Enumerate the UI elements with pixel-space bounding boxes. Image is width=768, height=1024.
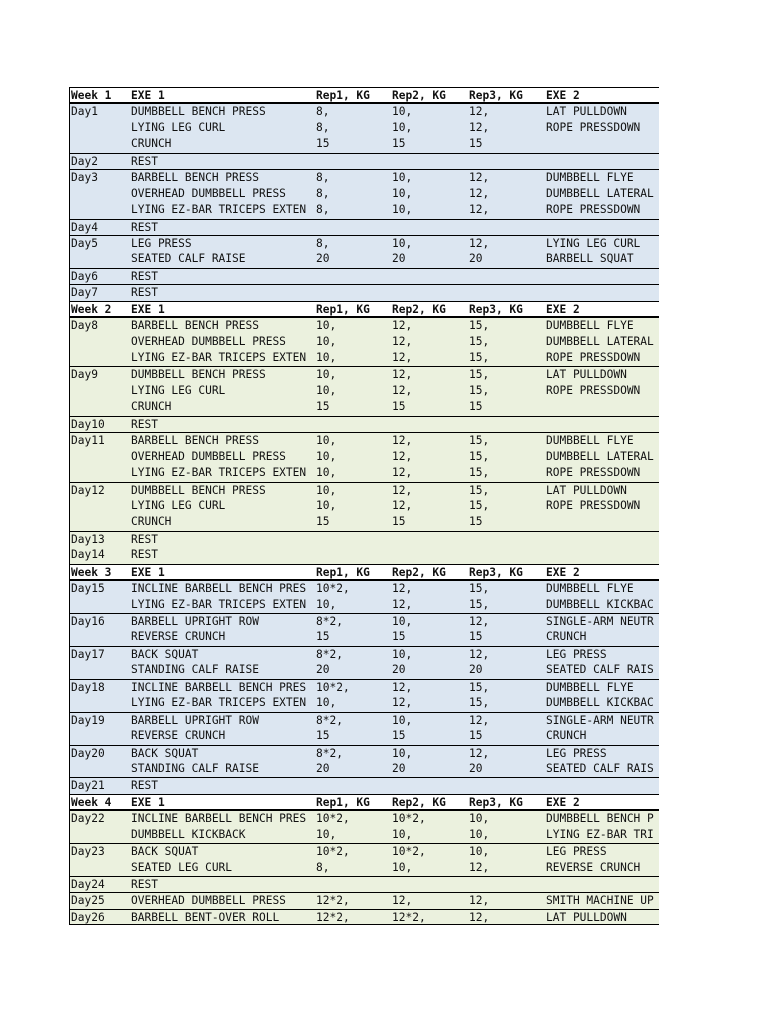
table-row[interactable] <box>70 120 659 136</box>
exercise-1-cell[interactable]: LYING EZ-BAR TRICEPS EXTEN <box>131 466 307 480</box>
exercise-2-cell[interactable]: SEATED CALF RAIS <box>546 663 654 677</box>
table-row[interactable] <box>70 728 659 744</box>
rep1-cell[interactable]: 20 <box>316 663 330 677</box>
day-cell[interactable]: Day1 <box>71 105 98 119</box>
rep2-cell[interactable]: 15 <box>392 137 406 151</box>
rep2-cell[interactable]: 12, <box>392 319 413 333</box>
table-row[interactable] <box>70 580 659 596</box>
exercise-1-cell[interactable]: LYING LEG CURL <box>131 120 226 134</box>
table-row[interactable] <box>70 810 659 826</box>
rep1-cell[interactable]: 10, <box>316 498 337 512</box>
rep2-cell[interactable]: 12, <box>392 498 413 512</box>
rep2-cell[interactable]: 10, <box>392 647 413 661</box>
exercise-1-cell[interactable]: DUMBBELL BENCH PRESS <box>131 368 266 382</box>
rep1-cell[interactable]: 20 <box>316 761 330 775</box>
rep1-cell[interactable]: 10*2, <box>316 582 350 596</box>
rep1-cell[interactable]: 10, <box>316 597 337 611</box>
exercise-1-cell[interactable]: OVERHEAD DUMBBELL PRESS <box>131 894 286 908</box>
rep2-cell[interactable]: 10, <box>392 105 413 119</box>
table-row[interactable] <box>70 745 659 761</box>
exercise-1-cell[interactable]: BARBELL BENT-OVER ROLL <box>131 910 280 924</box>
rep2-cell[interactable]: 10, <box>392 746 413 760</box>
exercise-1-cell[interactable]: LYING EZ-BAR TRICEPS EXTEN <box>131 696 307 710</box>
table-row[interactable] <box>70 482 659 498</box>
header-rep1-cell[interactable]: Rep1, KG <box>316 565 370 579</box>
header-rep2-cell[interactable]: Rep2, KG <box>392 302 446 316</box>
exercise-2-cell[interactable]: LEG PRESS <box>546 647 607 661</box>
rep3-cell[interactable]: 20 <box>469 252 483 266</box>
rep1-cell[interactable]: 15 <box>316 400 330 414</box>
day-cell[interactable]: Day20 <box>71 746 105 760</box>
table-row[interactable] <box>70 202 659 218</box>
rep3-cell[interactable]: 15 <box>469 400 483 414</box>
rep3-cell[interactable]: 15, <box>469 351 490 364</box>
header-day-cell[interactable]: Week 3 <box>71 565 112 579</box>
rep1-cell[interactable]: 10*2, <box>316 812 350 826</box>
rep2-cell[interactable]: 10, <box>392 171 413 185</box>
rep2-cell[interactable]: 10*2, <box>392 812 426 826</box>
rep1-cell[interactable]: 8, <box>316 120 330 134</box>
exercise-1-cell[interactable]: INCLINE BARBELL BENCH PRES <box>131 582 307 596</box>
table-row[interactable] <box>70 827 659 843</box>
exercise-1-cell[interactable]: BACK SQUAT <box>131 845 199 859</box>
rep1-cell[interactable]: 20 <box>316 252 330 266</box>
header-rep1-cell[interactable]: Rep1, KG <box>316 89 370 102</box>
exercise-1-cell[interactable]: REST <box>131 154 158 168</box>
rep1-cell[interactable]: 15 <box>316 630 330 644</box>
rep3-cell[interactable]: 20 <box>469 761 483 775</box>
rep2-cell[interactable]: 15 <box>392 515 406 529</box>
rep3-cell[interactable]: 15, <box>469 368 490 382</box>
exercise-1-cell[interactable]: INCLINE BARBELL BENCH PRES <box>131 680 307 694</box>
workout-spreadsheet <box>69 87 659 925</box>
rep1-cell[interactable]: 8*2, <box>316 713 343 727</box>
table-row[interactable] <box>70 350 659 366</box>
header-rep1-cell[interactable]: Rep1, KG <box>316 795 370 809</box>
exercise-2-cell[interactable]: LAT PULLDOWN <box>546 368 627 382</box>
table-row[interactable] <box>70 613 659 629</box>
table-row[interactable] <box>70 153 659 169</box>
exercise-1-cell[interactable]: LYING EZ-BAR TRICEPS EXTEN <box>131 203 307 217</box>
exercise-2-cell[interactable]: DUMBBELL FLYE <box>546 171 634 185</box>
rep2-cell[interactable]: 12, <box>392 894 413 908</box>
rep1-cell[interactable]: 10, <box>316 368 337 382</box>
rep2-cell[interactable]: 12, <box>392 334 413 348</box>
rep1-cell[interactable]: 8, <box>316 186 330 200</box>
header-day-cell[interactable]: Week 2 <box>71 302 112 316</box>
rep2-cell[interactable]: 10, <box>392 615 413 628</box>
exercise-1-cell[interactable]: STANDING CALF RAISE <box>131 663 259 677</box>
day-cell[interactable]: Day9 <box>71 368 98 382</box>
table-row[interactable] <box>70 843 659 859</box>
rep3-cell[interactable]: 10, <box>469 812 490 826</box>
header-exercise-1-cell[interactable]: EXE 1 <box>131 89 165 102</box>
header-rep3-cell[interactable]: Rep3, KG <box>469 795 523 809</box>
exercise-1-cell[interactable]: CRUNCH <box>131 137 172 151</box>
rep2-cell[interactable]: 10, <box>392 713 413 727</box>
day-cell[interactable]: Day25 <box>71 894 105 908</box>
exercise-2-cell[interactable]: ROPE PRESSDOWN <box>546 383 641 397</box>
exercise-1-cell[interactable]: CRUNCH <box>131 400 172 414</box>
exercise-1-cell[interactable]: DUMBBELL BENCH PRESS <box>131 483 266 497</box>
exercise-1-cell[interactable]: LYING EZ-BAR TRICEPS EXTEN <box>131 351 307 364</box>
header-exercise-2-cell[interactable]: EXE 2 <box>546 89 580 102</box>
rep2-cell[interactable]: 12, <box>392 680 413 694</box>
table-row[interactable] <box>70 695 659 711</box>
rep3-cell[interactable]: 15 <box>469 630 483 644</box>
rep2-cell[interactable]: 12, <box>392 351 413 364</box>
header-rep2-cell[interactable]: Rep2, KG <box>392 795 446 809</box>
exercise-1-cell[interactable]: LYING LEG CURL <box>131 498 226 512</box>
rep3-cell[interactable]: 12, <box>469 171 490 185</box>
rep3-cell[interactable]: 12, <box>469 713 490 727</box>
rep1-cell[interactable]: 12*2, <box>316 910 350 924</box>
exercise-2-cell[interactable]: DUMBBELL KICKBAC <box>546 696 654 710</box>
table-row[interactable] <box>70 366 659 382</box>
rep1-cell[interactable]: 10, <box>316 434 337 448</box>
week-header-row[interactable] <box>70 564 659 580</box>
exercise-2-cell[interactable]: DUMBBELL KICKBAC <box>546 597 654 611</box>
exercise-2-cell[interactable]: LAT PULLDOWN <box>546 105 627 119</box>
rep1-cell[interactable]: 8, <box>316 171 330 185</box>
rep1-cell[interactable]: 8, <box>316 860 330 874</box>
day-cell[interactable]: Day21 <box>71 779 105 793</box>
rep3-cell[interactable]: 15, <box>469 680 490 694</box>
rep1-cell[interactable]: 8*2, <box>316 615 343 628</box>
exercise-2-cell[interactable]: DUMBBELL BENCH P <box>546 812 654 826</box>
exercise-1-cell[interactable]: LEG PRESS <box>131 236 192 250</box>
exercise-1-cell[interactable]: BACK SQUAT <box>131 647 199 661</box>
day-cell[interactable]: Day11 <box>71 434 105 448</box>
rep2-cell[interactable]: 10, <box>392 203 413 217</box>
rep2-cell[interactable]: 10, <box>392 186 413 200</box>
exercise-2-cell[interactable]: SEATED CALF RAIS <box>546 761 654 775</box>
rep1-cell[interactable]: 15 <box>316 729 330 743</box>
rep3-cell[interactable]: 15, <box>469 466 490 480</box>
rep1-cell[interactable]: 12*2, <box>316 894 350 908</box>
table-row[interactable] <box>70 498 659 514</box>
rep2-cell[interactable]: 12, <box>392 483 413 497</box>
table-row[interactable] <box>70 514 659 530</box>
day-cell[interactable]: Day23 <box>71 845 105 859</box>
day-cell[interactable]: Day17 <box>71 647 105 661</box>
rep3-cell[interactable]: 10, <box>469 827 490 841</box>
exercise-2-cell[interactable]: LEG PRESS <box>546 845 607 859</box>
exercise-1-cell[interactable]: STANDING CALF RAISE <box>131 761 259 775</box>
table-row[interactable] <box>70 235 659 251</box>
rep3-cell[interactable]: 15, <box>469 498 490 512</box>
exercise-1-cell[interactable]: INCLINE BARBELL BENCH PRES <box>131 812 307 826</box>
rep1-cell[interactable]: 10, <box>316 466 337 480</box>
exercise-1-cell[interactable]: OVERHEAD DUMBBELL PRESS <box>131 186 286 200</box>
header-exercise-1-cell[interactable]: EXE 1 <box>131 302 165 316</box>
table-row[interactable] <box>70 712 659 728</box>
table-row[interactable] <box>70 597 659 613</box>
exercise-1-cell[interactable]: DUMBBELL BENCH PRESS <box>131 105 266 119</box>
rep2-cell[interactable]: 20 <box>392 761 406 775</box>
table-row[interactable] <box>70 777 659 793</box>
table-row[interactable] <box>70 761 659 777</box>
table-row[interactable] <box>70 383 659 399</box>
rep2-cell[interactable]: 10, <box>392 120 413 134</box>
rep3-cell[interactable]: 15, <box>469 383 490 397</box>
exercise-2-cell[interactable]: LYING EZ-BAR TRI <box>546 827 654 841</box>
rep1-cell[interactable]: 10, <box>316 383 337 397</box>
day-cell[interactable]: Day16 <box>71 615 105 628</box>
table-row[interactable] <box>70 416 659 432</box>
rep1-cell[interactable]: 10, <box>316 319 337 333</box>
exercise-2-cell[interactable]: DUMBBELL LATERAL <box>546 186 654 200</box>
rep3-cell[interactable]: 10, <box>469 845 490 859</box>
exercise-2-cell[interactable]: ROPE PRESSDOWN <box>546 120 641 134</box>
header-exercise-2-cell[interactable]: EXE 2 <box>546 302 580 316</box>
rep2-cell[interactable]: 10*2, <box>392 845 426 859</box>
rep1-cell[interactable]: 10*2, <box>316 845 350 859</box>
rep1-cell[interactable]: 10, <box>316 827 337 841</box>
header-exercise-2-cell[interactable]: EXE 2 <box>546 795 580 809</box>
header-rep3-cell[interactable]: Rep3, KG <box>469 565 523 579</box>
header-day-cell[interactable]: Week 1 <box>71 89 112 102</box>
exercise-2-cell[interactable]: LAT PULLDOWN <box>546 483 627 497</box>
week-header-row[interactable] <box>70 87 659 103</box>
rep3-cell[interactable]: 20 <box>469 663 483 677</box>
day-cell[interactable]: Day24 <box>71 878 105 891</box>
rep3-cell[interactable]: 15, <box>469 334 490 348</box>
rep3-cell[interactable]: 12, <box>469 615 490 628</box>
exercise-1-cell[interactable]: LYING LEG CURL <box>131 383 226 397</box>
rep3-cell[interactable]: 15, <box>469 434 490 448</box>
rep2-cell[interactable]: 12, <box>392 582 413 596</box>
rep2-cell[interactable]: 12, <box>392 383 413 397</box>
rep1-cell[interactable]: 8, <box>316 236 330 250</box>
rep3-cell[interactable]: 12, <box>469 647 490 661</box>
exercise-2-cell[interactable]: LEG PRESS <box>546 746 607 760</box>
rep1-cell[interactable]: 8, <box>316 105 330 119</box>
table-row[interactable] <box>70 646 659 662</box>
exercise-2-cell[interactable]: DUMBBELL LATERAL <box>546 449 654 463</box>
table-row[interactable] <box>70 103 659 119</box>
exercise-2-cell[interactable]: CRUNCH <box>546 729 587 743</box>
rep2-cell[interactable]: 12, <box>392 434 413 448</box>
header-rep2-cell[interactable]: Rep2, KG <box>392 565 446 579</box>
rep1-cell[interactable]: 10*2, <box>316 680 350 694</box>
day-cell[interactable]: Day2 <box>71 154 98 168</box>
rep3-cell[interactable]: 15, <box>469 582 490 596</box>
exercise-2-cell[interactable]: ROPE PRESSDOWN <box>546 203 641 217</box>
day-cell[interactable]: Day10 <box>71 417 105 431</box>
exercise-1-cell[interactable]: BARBELL BENCH PRESS <box>131 319 259 333</box>
table-row[interactable] <box>70 169 659 185</box>
rep2-cell[interactable]: 12, <box>392 368 413 382</box>
table-row[interactable] <box>70 251 659 267</box>
table-row[interactable] <box>70 465 659 481</box>
rep3-cell[interactable]: 12, <box>469 120 490 134</box>
rep1-cell[interactable]: 10, <box>316 483 337 497</box>
rep3-cell[interactable]: 15, <box>469 449 490 463</box>
rep2-cell[interactable]: 10, <box>392 827 413 841</box>
table-row[interactable] <box>70 892 659 908</box>
table-row[interactable] <box>70 186 659 202</box>
exercise-2-cell[interactable]: ROPE PRESSDOWN <box>546 498 641 512</box>
day-cell[interactable]: Day22 <box>71 812 105 826</box>
table-row[interactable] <box>70 679 659 695</box>
day-cell[interactable]: Day18 <box>71 680 105 694</box>
table-row[interactable] <box>70 219 659 235</box>
rep3-cell[interactable]: 15 <box>469 137 483 151</box>
rep2-cell[interactable]: 15 <box>392 630 406 644</box>
table-row[interactable] <box>70 531 659 547</box>
rep3-cell[interactable]: 12, <box>469 860 490 874</box>
exercise-1-cell[interactable]: REST <box>131 417 158 431</box>
rep1-cell[interactable]: 10, <box>316 696 337 710</box>
rep1-cell[interactable]: 8*2, <box>316 746 343 760</box>
day-cell[interactable]: Day4 <box>71 220 98 234</box>
exercise-1-cell[interactable]: OVERHEAD DUMBBELL PRESS <box>131 449 286 463</box>
exercise-1-cell[interactable]: BARBELL UPRIGHT ROW <box>131 615 259 628</box>
exercise-2-cell[interactable]: DUMBBELL FLYE <box>546 319 634 333</box>
rep3-cell[interactable]: 15 <box>469 515 483 529</box>
rep3-cell[interactable]: 12, <box>469 894 490 908</box>
table-row[interactable] <box>70 399 659 415</box>
exercise-2-cell[interactable]: SINGLE-ARM NEUTR <box>546 615 654 628</box>
table-row[interactable] <box>70 136 659 152</box>
exercise-2-cell[interactable]: BARBELL SQUAT <box>546 252 634 266</box>
exercise-1-cell[interactable]: REVERSE CRUNCH <box>131 729 226 743</box>
exercise-1-cell[interactable]: OVERHEAD DUMBBELL PRESS <box>131 334 286 348</box>
exercise-2-cell[interactable]: DUMBBELL FLYE <box>546 582 634 596</box>
rep3-cell[interactable]: 15 <box>469 729 483 743</box>
header-exercise-1-cell[interactable]: EXE 1 <box>131 795 165 809</box>
exercise-1-cell[interactable]: DUMBBELL KICKBACK <box>131 827 246 841</box>
exercise-2-cell[interactable]: DUMBBELL FLYE <box>546 434 634 448</box>
day-cell[interactable]: Day15 <box>71 582 105 596</box>
exercise-1-cell[interactable]: BARBELL BENCH PRESS <box>131 434 259 448</box>
exercise-2-cell[interactable]: ROPE PRESSDOWN <box>546 351 641 364</box>
rep2-cell[interactable]: 12, <box>392 696 413 710</box>
week-header-row[interactable] <box>70 794 659 810</box>
exercise-1-cell[interactable]: CRUNCH <box>131 515 172 529</box>
table-row[interactable] <box>70 629 659 645</box>
header-rep3-cell[interactable]: Rep3, KG <box>469 89 523 102</box>
rep1-cell[interactable]: 15 <box>316 137 330 151</box>
exercise-1-cell[interactable]: REVERSE CRUNCH <box>131 630 226 644</box>
day-cell[interactable]: Day5 <box>71 236 98 250</box>
day-cell[interactable]: Day6 <box>71 269 98 283</box>
exercise-1-cell[interactable]: LYING EZ-BAR TRICEPS EXTEN <box>131 597 307 611</box>
rep1-cell[interactable]: 10, <box>316 449 337 463</box>
header-exercise-2-cell[interactable]: EXE 2 <box>546 565 580 579</box>
exercise-1-cell[interactable]: SEATED CALF RAISE <box>131 252 246 266</box>
rep2-cell[interactable]: 12*2, <box>392 910 426 924</box>
table-row[interactable] <box>70 547 659 563</box>
exercise-1-cell[interactable]: REST <box>131 269 158 283</box>
rep2-cell[interactable]: 12, <box>392 466 413 480</box>
table-row[interactable] <box>70 334 659 350</box>
exercise-1-cell[interactable]: BARBELL UPRIGHT ROW <box>131 713 259 727</box>
day-cell[interactable]: Day8 <box>71 319 98 333</box>
table-row[interactable] <box>70 860 659 876</box>
rep2-cell[interactable]: 10, <box>392 860 413 874</box>
rep2-cell[interactable]: 20 <box>392 663 406 677</box>
exercise-1-cell[interactable]: REST <box>131 878 158 891</box>
header-rep3-cell[interactable]: Rep3, KG <box>469 302 523 316</box>
table-row[interactable] <box>70 317 659 333</box>
header-day-cell[interactable]: Week 4 <box>71 795 112 809</box>
day-cell[interactable]: Day19 <box>71 713 105 727</box>
day-cell[interactable]: Day14 <box>71 548 105 562</box>
rep3-cell[interactable]: 12, <box>469 186 490 200</box>
table-row[interactable] <box>70 662 659 678</box>
day-cell[interactable]: Day12 <box>71 483 105 497</box>
exercise-2-cell[interactable]: REVERSE CRUNCH <box>546 860 641 874</box>
rep2-cell[interactable]: 15 <box>392 400 406 414</box>
day-cell[interactable]: Day13 <box>71 532 105 546</box>
rep2-cell[interactable]: 12, <box>392 597 413 611</box>
table-row[interactable] <box>70 268 659 284</box>
rep2-cell[interactable]: 10, <box>392 236 413 250</box>
exercise-2-cell[interactable]: SINGLE-ARM NEUTR <box>546 713 654 727</box>
exercise-1-cell[interactable]: SEATED LEG CURL <box>131 860 233 874</box>
day-cell[interactable]: Day7 <box>71 286 98 300</box>
exercise-2-cell[interactable]: SMITH MACHINE UP <box>546 894 654 908</box>
header-rep1-cell[interactable]: Rep1, KG <box>316 302 370 316</box>
exercise-2-cell[interactable]: DUMBBELL FLYE <box>546 680 634 694</box>
rep1-cell[interactable]: 10, <box>316 351 337 364</box>
rep3-cell[interactable]: 15, <box>469 483 490 497</box>
exercise-1-cell[interactable]: BACK SQUAT <box>131 746 199 760</box>
rep3-cell[interactable]: 15, <box>469 319 490 333</box>
exercise-1-cell[interactable]: REST <box>131 220 158 234</box>
header-rep2-cell[interactable]: Rep2, KG <box>392 89 446 102</box>
exercise-2-cell[interactable]: DUMBBELL LATERAL <box>546 334 654 348</box>
rep3-cell[interactable]: 12, <box>469 236 490 250</box>
table-row[interactable] <box>70 909 659 925</box>
day-cell[interactable]: Day26 <box>71 910 105 924</box>
rep3-cell[interactable]: 12, <box>469 746 490 760</box>
table-row[interactable] <box>70 449 659 465</box>
day-cell[interactable]: Day3 <box>71 171 98 185</box>
rep2-cell[interactable]: 15 <box>392 729 406 743</box>
rep3-cell[interactable]: 15, <box>469 696 490 710</box>
header-exercise-1-cell[interactable]: EXE 1 <box>131 565 165 579</box>
exercise-2-cell[interactable]: LYING LEG CURL <box>546 236 641 250</box>
exercise-1-cell[interactable]: BARBELL BENCH PRESS <box>131 171 259 185</box>
rep2-cell[interactable]: 20 <box>392 252 406 266</box>
rep1-cell[interactable]: 8*2, <box>316 647 343 661</box>
rep1-cell[interactable]: 15 <box>316 515 330 529</box>
exercise-1-cell[interactable]: REST <box>131 286 158 300</box>
exercise-1-cell[interactable]: REST <box>131 548 158 562</box>
exercise-1-cell[interactable]: REST <box>131 532 158 546</box>
exercise-1-cell[interactable]: REST <box>131 779 158 793</box>
exercise-2-cell[interactable]: ROPE PRESSDOWN <box>546 466 641 480</box>
rep3-cell[interactable]: 12, <box>469 203 490 217</box>
rep1-cell[interactable]: 8, <box>316 203 330 217</box>
table-row[interactable] <box>70 432 659 448</box>
exercise-2-cell[interactable]: CRUNCH <box>546 630 587 644</box>
table-row[interactable] <box>70 284 659 300</box>
rep1-cell[interactable]: 10, <box>316 334 337 348</box>
rep3-cell[interactable]: 15, <box>469 597 490 611</box>
exercise-2-cell[interactable]: LAT PULLDOWN <box>546 910 627 924</box>
rep2-cell[interactable]: 12, <box>392 449 413 463</box>
rep3-cell[interactable]: 12, <box>469 910 490 924</box>
rep3-cell[interactable]: 12, <box>469 105 490 119</box>
week-header-row[interactable] <box>70 301 659 317</box>
table-row[interactable] <box>70 876 659 892</box>
